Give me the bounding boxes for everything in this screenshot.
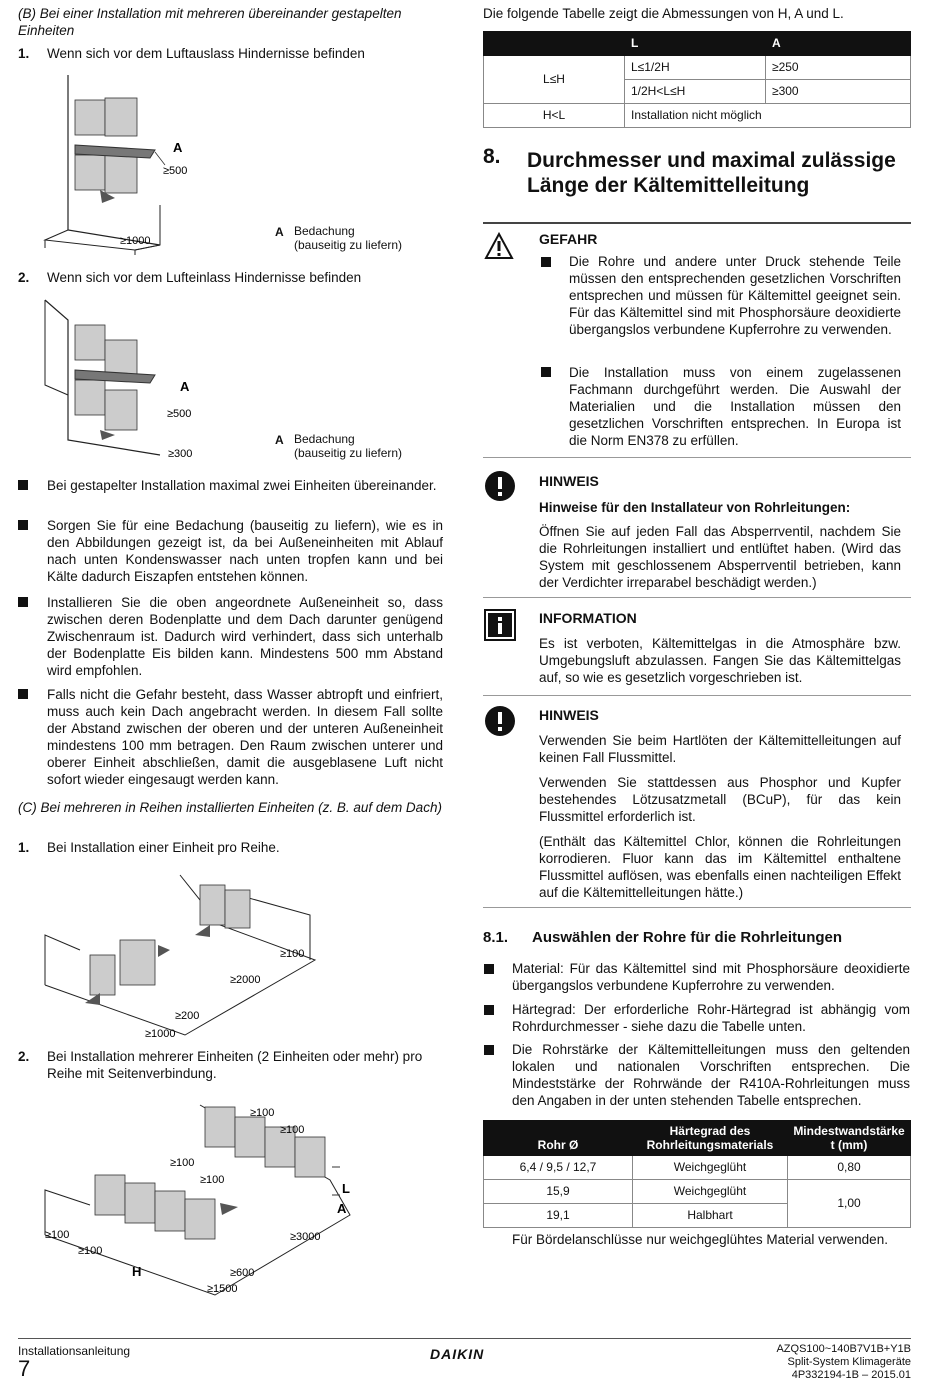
figure-stacked-outlet [40,70,240,255]
divider [483,597,911,598]
section-b-heading: (B) Bei einer Installation mit mehreren übereinander gestapelten Einheiten [18,6,402,38]
header-line: Mindestwandstärke [793,1124,905,1138]
legend-line: Bedachung [294,224,355,238]
notice-text: Verwenden Sie beim Hartlöten der Kältemittelleitungen auf keinen Fall Flussmittel. [539,733,901,765]
pipe-note: Für Bördelanschlüsse nur weichgeglühtes Material verwenden. [512,1232,888,1247]
list-item: Bei gestapelter Installation maximal zwei Einheiten übereinander. [47,478,437,493]
table-cell: Weichgeglüht [633,1180,788,1204]
bullet-square-icon [18,480,28,490]
table-row [484,1180,911,1204]
table-cell: 0,80 [788,1156,911,1180]
warning-triangle-icon [484,232,514,260]
footer-divider [18,1338,911,1339]
list-item: Falls nicht die Gefahr besteht, dass Wasser abtropft und einfriert, muss auch kein Dach angebracht werden. In diesem Fall sollte der Abstand zwischen der oberen und der unteren Außeneinheit mindestens 100 mm betragen. Den Raum zwischen unterer und oberer Einheit abschließen, damit die ausgeblasene Luft nicht sofort wieder eingesaugt werden kann. [47,687,443,787]
section-number: 8.1. [483,929,509,946]
footer-model-info [776,1343,911,1382]
footer-doc-title: Installationsanleitung [18,1344,131,1358]
brand-logo: DAIKIN [430,1346,485,1362]
table-cell: Halbhart [633,1204,788,1228]
figure-stacked-inlet [40,295,240,465]
table-cell: 15,9 [484,1180,633,1204]
info-icon [484,609,516,641]
step-number: 2. [18,1049,30,1064]
dimension-label: ≥100 [250,1107,275,1119]
dimension-label: ≥1500 [207,1283,238,1295]
notice-title: HINWEIS [539,707,599,723]
dimension-label: ≥1000 [120,235,151,247]
table-cell: H<L [484,104,625,128]
bullet-square-icon [18,689,28,699]
legend-line: (bauseitig zu liefern) [294,446,403,460]
legend-text [294,432,402,460]
bullet-square-icon [484,1045,494,1055]
bullet-square-icon [541,367,551,377]
bullet-square-icon [18,520,28,530]
notice-text: (Enthält das Kältemittel Chlor, können die Rohrleitungen korrodieren. Fluor kann das im Kältemittel enthaltene Flussmittel auflösen, was ebenfalls einen nachteiligen Effekt auf die Kältemittelleitungen hätte.) [539,834,901,900]
footer-line: 4P332194-1B – 2015.01 [791,1369,911,1381]
footer-line: Split-System Klimageräte [787,1356,911,1368]
bullet-square-icon [18,597,28,607]
dimension-label: ≥300 [168,448,193,460]
bullet-square-icon [484,964,494,974]
dimension-table [483,31,911,128]
info-title: INFORMATION [539,610,637,626]
footer-line: AZQS100~140B7V1B+Y1B [776,1343,911,1355]
figure-label-a: A [173,140,183,155]
figure-rows-multiple [40,1095,370,1300]
step-number: 1. [18,46,30,61]
figure-label-l: L [342,1181,350,1196]
exclamation-icon [484,470,516,502]
pipe-table [483,1120,911,1228]
table-cell: 6,4 / 9,5 / 12,7 [484,1156,633,1180]
table-header [788,1121,911,1156]
table-cell: Weichgeglüht [633,1156,788,1180]
table-cell: L≤1/2H [625,56,766,80]
step-text: Bei Installation einer Einheit pro Reihe. [47,840,280,855]
section-title [527,148,896,198]
table-cell: ≥250 [766,56,911,80]
step-number: 1. [18,840,30,855]
section-title: Auswählen der Rohre für die Rohrleitungen [532,929,843,946]
page-number: 7 [18,1356,31,1381]
dimension-label: ≥500 [167,408,192,420]
legend-key: A [275,433,284,447]
header-line: t (mm) [830,1138,868,1152]
list-item: Die Rohre und andere unter Druck stehende Teile müssen den entsprechenden gesetzlichen Vorschriften entsprechen und müssen für Kältemittel geeignet sein. Für das Kältemittel sind mit Phosphorsäure deoxidierte übergangslos verbundene Kupferrohre zu verwenden. [569,254,901,337]
step-text: Wenn sich vor dem Luftauslass Hindernisse befinden [47,46,365,61]
figure-label-a: A [337,1201,347,1216]
table-cell: L≤H [484,56,625,104]
legend-line: Bedachung [294,432,355,446]
table-header: A [766,32,911,56]
dimension-label: ≥1000 [145,1028,176,1040]
divider [483,222,911,224]
table-header [633,1121,788,1156]
table-header: Rohr Ø [484,1121,633,1156]
notice-subtitle: Hinweise für den Installateur von Rohrleitungen: [539,500,851,515]
danger-title: GEFAHR [539,231,598,247]
divider [483,457,911,458]
section-number: 8. [483,145,501,168]
figure-label-h: H [132,1264,142,1279]
dimension-label: ≥100 [280,948,305,960]
section-c-heading: (C) Bei mehreren in Reihen installierten Einheiten (z. B. auf dem Dach) [18,800,442,815]
divider [483,695,911,696]
header-line: Rohrleitungsmaterials [646,1138,774,1152]
dimension-label: ≥3000 [290,1231,321,1243]
step-text: Wenn sich vor dem Lufteinlass Hindernisse befinden [47,270,362,285]
dimension-label: ≥100 [170,1157,195,1169]
exclamation-icon [484,705,516,737]
dimension-label: ≥100 [78,1245,103,1257]
list-item: Material: Für das Kältemittel sind mit Phosphorsäure deoxidierte übergangslos verbundene Kupferrohre zu verwenden. [512,961,910,993]
list-item: Sorgen Sie für eine Bedachung (bauseitig zu liefern), wie es in den Abbildungen gezeigt ist, da bei Außeneinheiten mit Ablauf nach unten Kondenswasser nach unten tropfen kann und bei Kälte dadurch Eiszapfen entstehen können. [47,518,443,584]
section-title-line: Länge der Kältemittelleitung [527,174,810,197]
dimension-label: ≥500 [163,165,188,177]
table-row [484,1156,911,1180]
info-text: Es ist verboten, Kältemittelgas in die Atmosphäre bzw. Umgebungsluft abzulassen. Fangen Sie das Kältemittelgas auf, so wie es gesetzlich vorgeschrieben ist. [539,636,901,685]
dimension-label: ≥200 [175,1010,200,1022]
dimension-label: ≥100 [45,1229,70,1241]
step-text: Bei Installation mehrerer Einheiten (2 Einheiten oder mehr) pro Reihe mit Seitenverbindung. [47,1049,423,1081]
table-cell: ≥300 [766,80,911,104]
table-cell: 1,00 [788,1180,911,1228]
dimension-label: ≥100 [200,1174,225,1186]
dimension-label: ≥2000 [230,974,261,986]
notice-text: Verwenden Sie stattdessen aus Phosphor und Kupfer bestehendes Lötzusatzmetall (BCuP), für das kein Flussmittel erforderlich ist. [539,775,901,824]
legend-key: A [275,225,284,239]
figure-label-a: A [180,379,190,394]
notice-text: Öffnen Sie auf jeden Fall das Absperrventil, nachdem Sie die Rohrleitungen installiert und entlüftet haben. (Wird das System mit geschlossenem Absperrventil betrieben, kann der Verdichter irreparabel beschädigt werden.) [539,524,901,590]
notice-title: HINWEIS [539,473,599,489]
list-item: Die Rohrstärke der Kältemittelleitungen muss den geltenden lokalen und nationalen Vorschriften entsprechen. Die Mindeststärke der Rohrwände der R410A-Rohrleitungen muss den Angaben in der unten stehenden Tabelle entsprechen. [512,1042,910,1108]
bullet-square-icon [541,257,551,267]
dimension-label: ≥600 [230,1267,255,1279]
header-line: Härtegrad des [669,1124,751,1138]
list-item: Härtegrad: Der erforderliche Rohr-Härtegrad ist abhängig vom Rohrdurchmesser - siehe dazu die Tabelle unten. [512,1002,910,1034]
list-item: Die Installation muss von einem zugelassenen Fachmann durchgeführt werden. Die Auswahl der Materialien und die Installation müssen den gesetzlichen Vorschriften entsprechen. In Europa ist die Norm EN378 zu erfüllen. [569,365,901,448]
table-cell: 19,1 [484,1204,633,1228]
section-title-line: Durchmesser und maximal zulässige [527,149,896,172]
legend-line: (bauseitig zu liefern) [294,238,403,252]
step-number: 2. [18,270,30,285]
table-header: L [625,32,766,56]
list-item: Installieren Sie die oben angeordnete Außeneinheit so, dass zwischen deren Bodenplatte und dem Dach darunter genügend Zwischenraum ist. Dadurch wird verhindert, dass sich unterhalb der Bodenplatte Eis bilden kann. Mindestens 500 mm Abstand wird empfohlen. [47,595,443,678]
table-header [484,32,625,56]
table-cell: Installation nicht möglich [625,104,911,128]
table-cell: 1/2H<L≤H [625,80,766,104]
bullet-square-icon [484,1005,494,1015]
figure-rows-single [40,865,320,1045]
legend-text [294,224,402,252]
table-intro: Die folgende Tabelle zeigt die Abmessungen von H, A und L. [483,6,844,21]
divider [483,907,911,908]
dimension-label: ≥100 [280,1124,305,1136]
